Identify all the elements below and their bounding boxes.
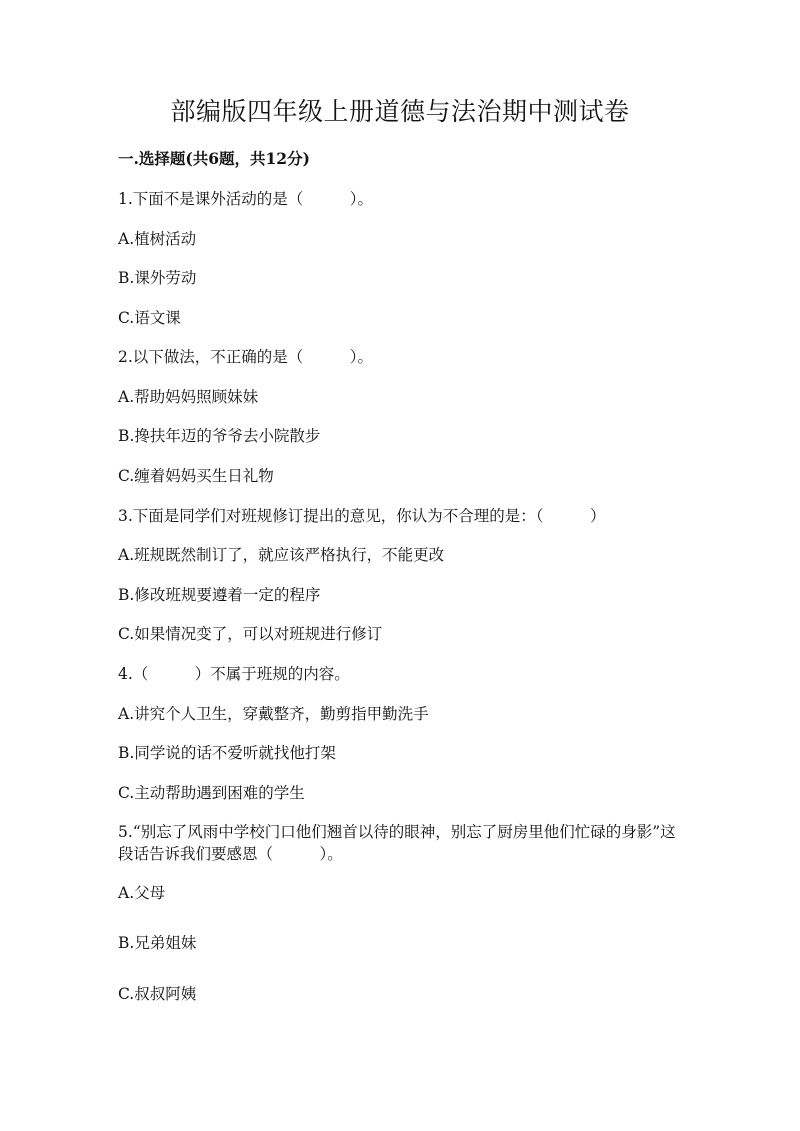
question-1-option-b: B.课外劳动 — [118, 269, 197, 287]
question-4-stem: 4.（ ）不属于班规的内容。 — [118, 665, 350, 683]
question-4-option-c: C.主动帮助遇到困难的学生 — [118, 784, 305, 802]
question-3-stem: 3.下面是同学们对班规修订提出的意见，你认为不合理的是：（ ） — [118, 507, 606, 525]
page-title: 部编版四年级上册道德与法治期中测试卷 — [170, 97, 630, 126]
question-3-option-a: A.班规既然制订了，就应该严格执行，不能更改 — [118, 546, 445, 564]
question-5-option-a: A.父母 — [118, 884, 166, 902]
question-1-option-c: C.语文课 — [118, 309, 181, 327]
question-4-option-a: A.讲究个人卫生，穿戴整齐，勤剪指甲勤洗手 — [118, 705, 429, 723]
question-2-option-b: B.搀扶年迈的爷爷去小院散步 — [118, 427, 321, 445]
question-5-option-c: C.叔叔阿姨 — [118, 985, 197, 1003]
question-3-option-c: C.如果情况变了，可以对班规进行修订 — [118, 625, 383, 643]
question-1-stem: 1.下面不是课外活动的是（ ）。 — [118, 190, 374, 208]
question-5-stem: 5.“别忘了风雨中学校门口他们翘首以待的眼神，别忘了厨房里他们忙碌的身影”这段话告诉我们要感恩（ ）。 — [118, 823, 676, 863]
question-2-option-c: C.缠着妈妈买生日礼物 — [118, 467, 274, 485]
question-2-option-a: A.帮助妈妈照顾妹妹 — [118, 388, 259, 406]
question-5-option-b: B.兄弟姐妹 — [118, 934, 197, 952]
question-3-option-b: B.修改班规要遵着一定的程序 — [118, 586, 321, 604]
section-heading: 一.选择题(共6题，共12分) — [118, 149, 310, 168]
question-4-option-b: B.同学说的话不爱听就找他打架 — [118, 744, 336, 762]
question-2-stem: 2.以下做法，不正确的是（ ）。 — [118, 348, 374, 366]
question-1-option-a: A.植树活动 — [118, 230, 197, 248]
